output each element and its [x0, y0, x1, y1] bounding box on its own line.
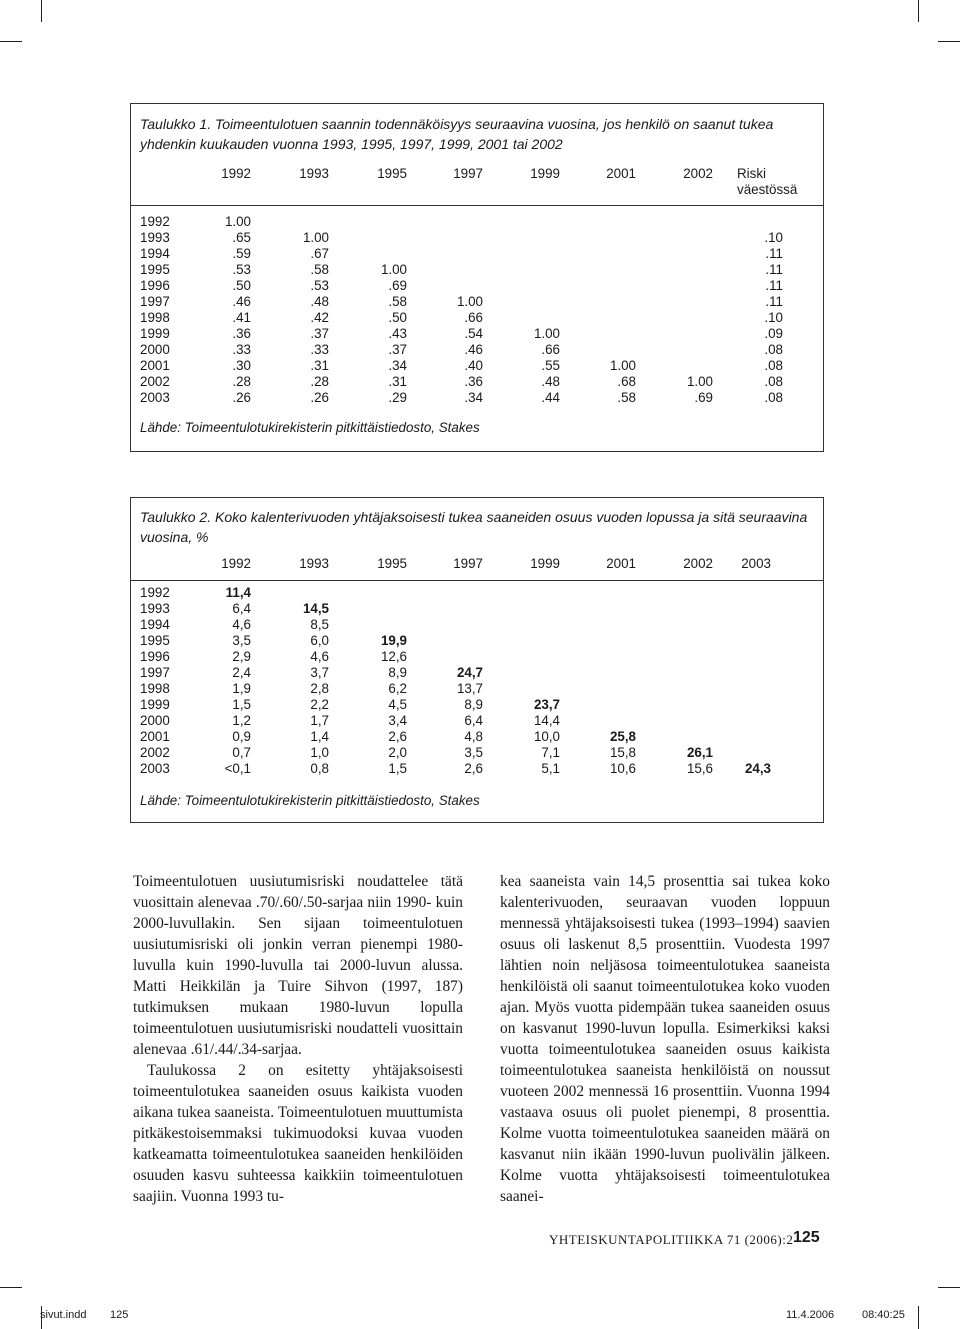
- table-cell: .46: [232, 294, 251, 309]
- row-label: 1997: [140, 665, 170, 680]
- row-label: 1996: [140, 649, 170, 664]
- row-label: 1993: [140, 230, 170, 245]
- body-paragraph: Toimeentulotuen uusiutumisriski noudattelee tätä vuosittain alenevaa .70/.60/.50-sarjaa niin 1990- kuin 2000-luvullakin. Sen sijaan toimeentulotuen uusiutumisriski oli jonkin verran pienempi 1980-luvulla kuin 1990-luvulla tai 2000-luvun alussa. Matti Heikkilän ja Tuire Sihvon (1997, 187) tutkimuksen mukaan 1980-luvun lopulla toimeentulotuen uusiutumisriski noudatteli vuosittain alenevaa .61/.44/.34-sarjaa.: [133, 873, 463, 1058]
- crop-mark: [918, 0, 919, 22]
- row-label: 1996: [140, 278, 170, 293]
- row-label: 1995: [140, 262, 170, 277]
- table-cell: .37: [388, 342, 407, 357]
- table-1-source: Lähde: Toimeentulotukirekisterin pitkittäistiedosto, Stakes: [140, 420, 480, 435]
- table-cell: 12,6: [380, 649, 407, 664]
- table-cell: .28: [310, 374, 329, 389]
- table-cell: 24,3: [744, 761, 771, 776]
- table-cell: 19,9: [380, 633, 407, 648]
- table-cell: 8,9: [388, 665, 407, 680]
- table-cell: .41: [232, 310, 251, 325]
- table-cell: 14,5: [302, 601, 329, 616]
- table-cell: .55: [541, 358, 560, 373]
- body-column-left: [133, 871, 463, 1207]
- table-cell: 2,0: [388, 745, 407, 760]
- table-cell: .50: [232, 278, 251, 293]
- table-cell: .54: [464, 326, 483, 341]
- table-cell: 13,7: [456, 681, 483, 696]
- journal-footer: YHTEISKUNTAPOLITIIKKA 71 (2006):2: [549, 1232, 794, 1247]
- table-cell: 15,6: [686, 761, 713, 776]
- table-cell: .28: [232, 374, 251, 389]
- table-cell: 1.00: [380, 262, 407, 277]
- column-header: 2002: [683, 556, 713, 571]
- table-cell: .44: [541, 390, 560, 405]
- crop-mark: [938, 41, 960, 42]
- table-cell: 2,8: [310, 681, 329, 696]
- table-cell: .26: [232, 390, 251, 405]
- table-cell: 3,5: [232, 633, 251, 648]
- table-cell: 2,9: [232, 649, 251, 664]
- table-cell: .48: [541, 374, 560, 389]
- table-cell: 10,0: [533, 729, 560, 744]
- table-cell: .29: [388, 390, 407, 405]
- table-cell: 3,5: [464, 745, 483, 760]
- table-cell: 6,4: [464, 713, 483, 728]
- table-cell: 1,7: [310, 713, 329, 728]
- row-label: 2001: [140, 358, 170, 373]
- table-cell: 25,8: [609, 729, 636, 744]
- slug-page: 125: [110, 1309, 129, 1321]
- table-cell: <0,1: [224, 761, 251, 776]
- column-header: 2001: [606, 556, 636, 571]
- row-label: 2001: [140, 729, 170, 744]
- table-cell: .33: [310, 342, 329, 357]
- table-cell: 5,1: [541, 761, 560, 776]
- row-label: 2003: [140, 761, 170, 776]
- table-cell: .36: [232, 326, 251, 341]
- table-2-caption: [140, 507, 812, 547]
- table-cell: 26,1: [686, 745, 713, 760]
- table-cell: 1.00: [302, 230, 329, 245]
- risk-cell: .08: [764, 342, 783, 357]
- row-label: 1999: [140, 326, 170, 341]
- row-label: 1994: [140, 617, 170, 632]
- slug-time: 08:40:25: [862, 1309, 905, 1321]
- table-cell: 11,4: [225, 585, 251, 600]
- crop-mark: [918, 1306, 919, 1329]
- table-cell: .36: [464, 374, 483, 389]
- risk-cell: .11: [765, 246, 783, 261]
- row-label: 1993: [140, 601, 170, 616]
- column-header: 1997: [453, 166, 483, 181]
- table-cell: 4,5: [388, 697, 407, 712]
- column-header: 1993: [299, 166, 329, 181]
- crop-mark: [0, 41, 22, 42]
- table-cell: .30: [232, 358, 251, 373]
- table-1-label: Taulukko 1.: [140, 116, 212, 132]
- table-cell: 3,7: [310, 665, 329, 680]
- table-cell: .58: [617, 390, 636, 405]
- crop-mark: [41, 0, 42, 22]
- table-2-title: Koko kalenterivuoden yhtäjaksoisesti tukea saaneiden osuus vuoden lopussa ja sitä seuraavina vuosina, %: [140, 509, 808, 545]
- column-header: 1999: [530, 166, 560, 181]
- row-label: 1999: [140, 697, 170, 712]
- table-cell: .31: [388, 374, 407, 389]
- table-cell: 1.00: [456, 294, 483, 309]
- row-label: 1995: [140, 633, 170, 648]
- risk-cell: .09: [764, 326, 783, 341]
- column-header: 2002: [683, 166, 713, 181]
- risk-cell: .08: [764, 358, 783, 373]
- table-2-source: Lähde: Toimeentulotukirekisterin pitkittäistiedosto, Stakes: [140, 793, 480, 808]
- risk-cell: .10: [764, 230, 783, 245]
- table-cell: 3,4: [388, 713, 407, 728]
- risk-cell: .11: [765, 262, 783, 277]
- row-label: 2000: [140, 713, 170, 728]
- row-label: 1997: [140, 294, 170, 309]
- table-2-label: Taulukko 2.: [140, 509, 212, 525]
- table-cell: 1,5: [388, 761, 407, 776]
- table-cell: .33: [232, 342, 251, 357]
- table-cell: .42: [310, 310, 329, 325]
- table-cell: .69: [694, 390, 713, 405]
- row-label: 2002: [140, 374, 170, 389]
- table-cell: 14,4: [533, 713, 560, 728]
- table-cell: 1,9: [232, 681, 251, 696]
- table-cell: .48: [310, 294, 329, 309]
- row-label: 1992: [140, 585, 170, 600]
- row-label: 2003: [140, 390, 170, 405]
- column-header: 1995: [377, 166, 407, 181]
- risk-cell: .10: [764, 310, 783, 325]
- table-cell: 10,6: [609, 761, 636, 776]
- table-cell: 2,4: [232, 665, 251, 680]
- column-header: 1992: [221, 556, 251, 571]
- slug-date: 11.4.2006: [786, 1309, 835, 1321]
- table-cell: .58: [388, 294, 407, 309]
- table-cell: 1,0: [310, 745, 329, 760]
- table-cell: 0,7: [232, 745, 251, 760]
- table-2: [130, 497, 824, 823]
- table-cell: .31: [310, 358, 329, 373]
- table-cell: 23,7: [533, 697, 560, 712]
- table-cell: .65: [232, 230, 251, 245]
- table-2-header-rule: [131, 580, 823, 581]
- column-header: 1992: [221, 166, 251, 181]
- body-paragraph: kea saaneista vain 14,5 prosenttia sai tukea koko kalenterivuoden, seuraavan vuoden loppuun mennessä yhtäjaksoisesti tukea (1993–1994) saavien osuus oli laskenut 8,5 prosenttiin. Vuodesta 1997 lähtien noin neljäsosa toimeentulotukea saaneista henkilöistä oli saanut toimeentulotukea koko vuoden ajan. Myös vuotta pidempään tukea saaneiden osuus on kasvanut 1990-luvun lopulla. Esimerkiksi kaksi vuotta toimeentulotukea saaneiden osuus kaikista toimeentulotukea saaneista henkilöistä on noussut vuoteen 2002 mennessä 16 prosenttiin. Vuonna 1994 vastaava osuus oli puolet pienempi, 8 prosenttia. Kolme vuotta toimeentulotukea saaneiden määrä on kasvanut niin ikään 1990-luvun puolivälin jälkeen. Kolme vuotta yhtäjaksoisesti toimeentulotukea saanei-: [500, 873, 830, 1205]
- slug-file: sivut.indd: [40, 1309, 87, 1321]
- table-cell: .46: [464, 342, 483, 357]
- table-cell: 6,2: [388, 681, 407, 696]
- crop-mark: [938, 1287, 960, 1288]
- risk-cell: .08: [764, 374, 783, 389]
- risk-header-sub: väestössä: [737, 182, 798, 197]
- table-cell: 2,6: [388, 729, 407, 744]
- table-cell: 6,4: [232, 601, 251, 616]
- row-label: 1998: [140, 310, 170, 325]
- table-cell: .53: [232, 262, 251, 277]
- risk-cell: .11: [765, 278, 783, 293]
- table-cell: .66: [541, 342, 560, 357]
- table-cell: .34: [388, 358, 407, 373]
- table-cell: 1.00: [224, 214, 251, 229]
- table-1-header-rule: [131, 205, 823, 206]
- crop-mark: [0, 1287, 22, 1288]
- table-cell: 1,2: [232, 713, 251, 728]
- table-cell: .67: [310, 246, 329, 261]
- table-cell: 4,8: [464, 729, 483, 744]
- table-cell: 2,2: [310, 697, 329, 712]
- table-cell: 4,6: [310, 649, 329, 664]
- table-cell: 1.00: [686, 374, 713, 389]
- column-header: 1997: [453, 556, 483, 571]
- table-cell: .68: [617, 374, 636, 389]
- table-cell: 15,8: [609, 745, 636, 760]
- table-1-title: Toimeentulotuen saannin todennäköisyys seuraavina vuosina, jos henkilö on saanut tukea yhdenkin kuukauden vuonna 1993, 1995, 1997, 1999, 2001 tai 2002: [140, 116, 774, 152]
- row-label: 1992: [140, 214, 170, 229]
- table-cell: 1.00: [533, 326, 560, 341]
- table-cell: .43: [388, 326, 407, 341]
- body-column-right: [500, 871, 830, 1207]
- table-cell: 0,9: [232, 729, 251, 744]
- body-paragraph: Taulukossa 2 on esitetty yhtäjaksoisesti toimeentulotukea saaneiden osuus kaikista vuoden aikana tukea saaneista. Toimeentulotuen muuttumista pitkäkestoisemmaksi tukimuodoksi kuvaa vuoden katkeamatta toimeentulotukea saaneiden henkilöiden osuuden kasvu suhteessa kaikkiin toimeentulotuen saajiin. Vuonna 1993 tu-: [133, 1062, 463, 1205]
- table-1-caption: [140, 114, 812, 154]
- row-label: 2002: [140, 745, 170, 760]
- table-1: [130, 103, 824, 452]
- table-cell: 0,8: [310, 761, 329, 776]
- table-cell: .58: [310, 262, 329, 277]
- table-cell: .50: [388, 310, 407, 325]
- page-number: 125: [793, 1229, 820, 1246]
- table-cell: .34: [464, 390, 483, 405]
- table-cell: 2,6: [464, 761, 483, 776]
- row-label: 1998: [140, 681, 170, 696]
- column-header: 2003: [741, 556, 771, 571]
- table-cell: .53: [310, 278, 329, 293]
- risk-header: Riski: [737, 166, 767, 181]
- table-cell: 24,7: [456, 665, 483, 680]
- table-cell: 8,5: [310, 617, 329, 632]
- table-cell: 1,5: [232, 697, 251, 712]
- table-cell: 4,6: [232, 617, 251, 632]
- table-cell: .40: [464, 358, 483, 373]
- column-header: 1993: [299, 556, 329, 571]
- table-cell: 1.00: [609, 358, 636, 373]
- column-header: 2001: [606, 166, 636, 181]
- table-cell: .26: [310, 390, 329, 405]
- table-cell: .37: [310, 326, 329, 341]
- risk-cell: .11: [765, 294, 783, 309]
- table-cell: 7,1: [541, 745, 560, 760]
- table-cell: .69: [388, 278, 407, 293]
- table-cell: 6,0: [310, 633, 329, 648]
- table-cell: .66: [464, 310, 483, 325]
- risk-cell: .08: [764, 390, 783, 405]
- table-cell: .59: [232, 246, 251, 261]
- table-cell: 8,9: [464, 697, 483, 712]
- table-cell: 1,4: [310, 729, 329, 744]
- column-header: 1999: [530, 556, 560, 571]
- row-label: 2000: [140, 342, 170, 357]
- row-label: 1994: [140, 246, 170, 261]
- column-header: 1995: [377, 556, 407, 571]
